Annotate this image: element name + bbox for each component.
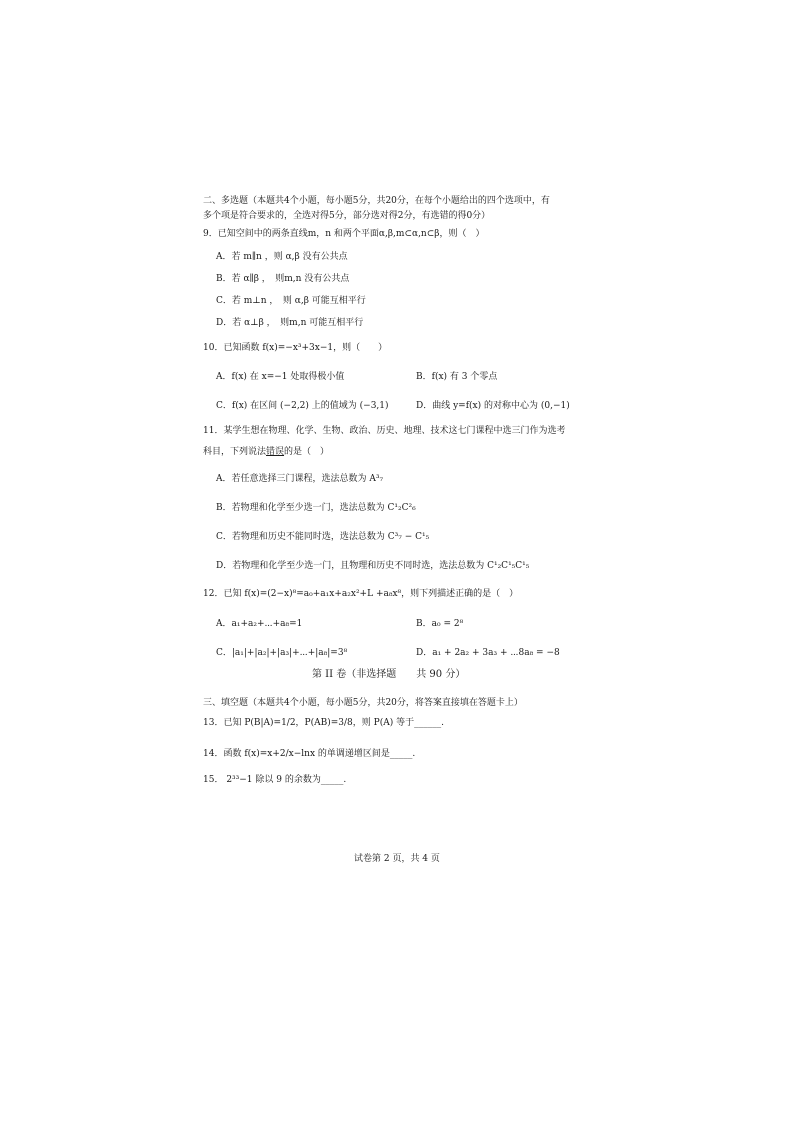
q10-option-c: C．f(x) 在区间 (−2,2) 上的值域为 (−3,1) <box>216 401 389 411</box>
q10-option-a: A．f(x) 在 x=−1 处取得极小值 <box>216 372 345 382</box>
page-footer: 试卷第 2 页，共 4 页 <box>354 854 440 864</box>
q11-option-b: B．若物理和化学至少选一门，选法总数为 C¹₂C²₆ <box>216 503 416 513</box>
q9-option-d: D．若 α⊥β ， 则m,n 可能互相平行 <box>216 318 364 328</box>
q11-option-a: A．若任意选择三门课程，选法总数为 A³₇ <box>216 474 384 484</box>
q11-stem-line2 <box>203 446 329 458</box>
q10-option-b: B．f(x) 有 3 个零点 <box>416 372 498 382</box>
q12-option-c: C．|a₁|+|a₂|+|a₃|+⋯+|a₈|=3⁸ <box>216 648 348 658</box>
q9-option-a: A．若 m∥n ，则 α,β 没有公共点 <box>216 252 348 262</box>
q11-stem-line2-b: 的是（ ） <box>284 447 330 457</box>
q9-option-b: B．若 α∥β ， 则m,n 没有公共点 <box>216 274 350 284</box>
section2-header-line2: 多个项是符合要求的，全选对得5分，部分选对得2分，有选错的得0分） <box>203 211 491 221</box>
part2-title: 第 II 卷（非选择题 共 90 分） <box>312 669 466 680</box>
q11-option-d: D．若物理和化学至少选一门，且物理和历史不同时选，选法总数为 C¹₂C¹₅C¹₅ <box>216 561 530 571</box>
q11-option-c: C．若物理和历史不能同时选，选法总数为 C³₇ − C¹₅ <box>216 532 430 542</box>
q11-stem-line1: 11．某学生想在物理、化学、生物、政治、历史、地理、技术这七门课程中选三门作为选考 <box>203 426 566 436</box>
q10-option-d: D．曲线 y=f(x) 的对称中心为 (0,−1) <box>416 401 570 411</box>
section3-header: 三、填空题（本题共4个小题，每小题5分，共20分，将答案直接填在答题卡上） <box>203 698 523 708</box>
q11-stem-underlined: 错误 <box>266 447 285 457</box>
q12-stem: 12．已知 f(x)=(2−x)⁸=a₀+a₁x+a₂x²+L +a₈x⁸，则下列描述正确的是（ ） <box>203 589 519 599</box>
q12-option-b: B．a₀ = 2⁸ <box>416 619 464 629</box>
section2-header-line1: 二、多选题（本题共4个小题，每小题5分，共20分，在每个小题给出的四个选项中，有 <box>203 196 550 206</box>
q9-stem: 9．已知空间中的两条直线m，n 和两个平面α,β,m⊂α,n⊂β，则（ ） <box>203 229 485 239</box>
q15: 15． 2³³−1 除以 9 的余数为_____. <box>203 775 347 785</box>
q9-option-c: C．若 m⊥n ， 则 α,β 可能互相平行 <box>216 296 366 306</box>
q12-option-d: D．a₁ + 2a₂ + 3a₃ + ⋯8a₈ = −8 <box>416 648 560 658</box>
q14: 14．函数 f(x)=x+2/x−lnx 的单调递增区间是_____. <box>203 749 416 759</box>
q11-stem-line2-a: 科目，下列说法 <box>203 447 267 457</box>
q13: 13．已知 P(B|A)=1/2，P(AB)=3/8，则 P(A) 等于______. <box>203 718 444 728</box>
q12-option-a: A．a₁+a₂+⋯+a₈=1 <box>216 619 303 629</box>
q10-stem: 10．已知函数 f(x)=−x³+3x−1，则（ ） <box>203 343 388 353</box>
